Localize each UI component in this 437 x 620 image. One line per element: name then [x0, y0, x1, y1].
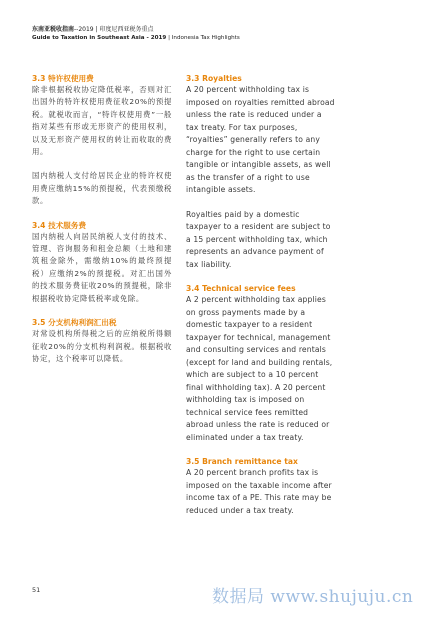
header-subtitle-en: | Indonesia Tax Highlights — [166, 35, 240, 41]
section-3-3-heading-en: 3.3 Royalties — [186, 74, 242, 83]
header-line-english — [32, 34, 240, 42]
section-3-4-paragraph-zh: 国内纳税人向居民纳税人支付的技术、管理、咨询服务和租金总额（土地和建筑租金除外，需缴纳10%的最终预提税）应缴纳2%的预提税。对汇出国外的技术服务费征收20%的预提税，除非根据税收协定降低税率或免除。 — [32, 231, 172, 303]
section-3-3-paragraph-1-en: A 20 percent withholding tax is imposed on royalties remitted abroad unless the rate is reduced under a tax treaty. For tax purposes, “royalties” generally refers to any charge for the right to use certain tangible or intangible assets, as well as the transfer of a right to use intangible assets. — [186, 85, 335, 194]
header-year: --2019 | — [74, 26, 100, 33]
section-3-4-paragraph-en: A 2 percent withholding tax applies on gross payments made by a domestic taxpayer to a resident taxpayer for technical, management and consulting services and rentals (except for land and building rentals, which are subject to a 10 percent final withholding tax). A 20 percent withholding tax is imposed on technical service fees remitted abroad unless the rate is reduced or eliminated under a tax treaty. — [186, 295, 333, 442]
chinese-column — [32, 74, 172, 365]
page-number: 51 — [32, 586, 41, 594]
section-3-5-paragraph-zh: 对常设机构所得税之后的应纳税所得额征收20%的分支机构利润税。根据税收协定，这个税率可以降低。 — [32, 329, 172, 363]
section-3-5-heading-zh: 3.5 分支机构利润汇出税 — [32, 318, 117, 328]
header-title-en: Guide to Taxation in Southeast Asia - 2019 — [32, 35, 167, 41]
section-3-3-paragraph-1-zh: 除非根据税收协定降低税率，否则对汇出国外的特许权使用费征收20%的预提税。就税收而言，“特许权使用费”一般指对某些有形或无形资产的使用权利，以及无形资产使用权的转让而收取的费用。 — [32, 85, 172, 157]
english-column — [186, 74, 336, 517]
section-3-3-heading-zh: 3.3 特许权使用费 — [32, 74, 94, 83]
header-subtitle-zh: 印度尼西亚税务重点 — [99, 26, 154, 33]
section-3-3-paragraph-2-zh: 国内纳税人支付给居民企业的特许权使用费应缴纳15%的预提税，代表预缴税款。 — [32, 171, 172, 206]
section-3-3-paragraph-2-en: Royalties paid by a domestic taxpayer to a resident are subject to a 15 percent withholding tax, which represents an advance payment of tax liability. — [186, 209, 331, 269]
section-3-5-heading-en: 3.5 Branch remittance tax — [186, 457, 298, 466]
section-3-4-heading-en: 3.4 Technical service fees — [186, 284, 296, 293]
header-title-zh: 东南亚税收指南 — [32, 26, 75, 33]
header-line-chinese — [32, 26, 240, 34]
running-header — [32, 26, 240, 42]
section-3-4-heading-zh: 3.4 技术服务费 — [32, 220, 87, 230]
section-3-5-paragraph-en: A 20 percent branch profits tax is imposed on the taxable income after income tax of a PE. This rate may be reduced under a tax treaty. — [186, 468, 332, 515]
watermark-text: 数据局 www.shujuju.cn — [212, 587, 414, 607]
